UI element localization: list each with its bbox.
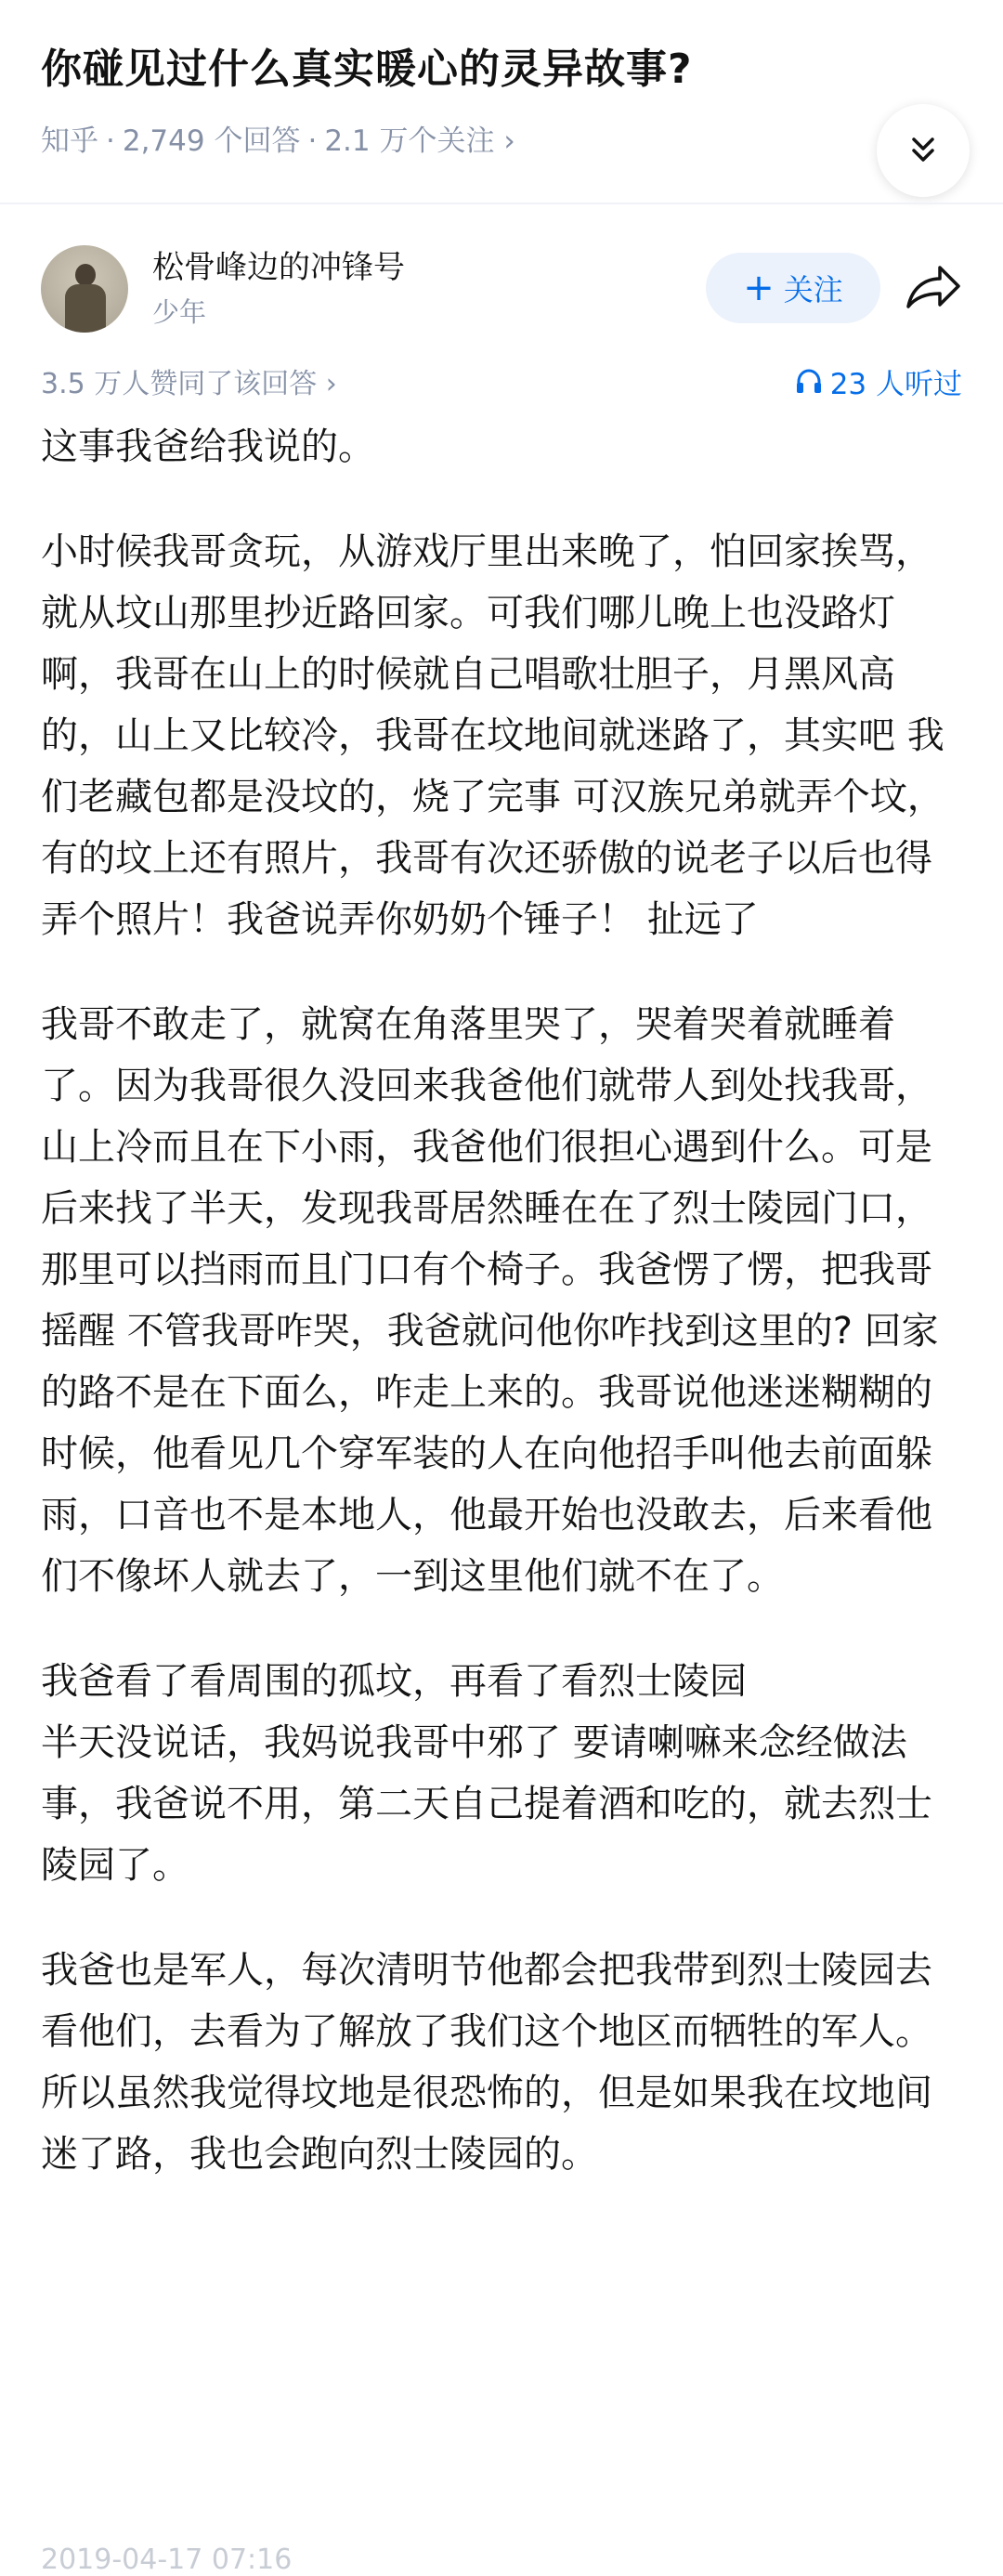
approve-text: 3.5 万人赞同了该回答 <box>41 368 318 400</box>
paragraph-line: 半天没说话，我妈说我哥中邪了 要请喇嘛来念经做法事，我爸说不用，第二天自己提着酒和吃的，就去烈士陵园了。 <box>41 1721 932 1887</box>
listen-count: 23 人听过 <box>829 368 962 401</box>
expand-icon <box>905 132 942 169</box>
paragraph: 这事我爸给我说的。 <box>41 425 375 468</box>
listen-button[interactable] <box>795 360 962 402</box>
paragraph: 我爸也是军人，每次清明节他都会把我带到烈士陵园去看他们，去看为了解放了我们这个地区而牺牲的军人。所以虽然我觉得坟地是很恐怖的，但是如果我在坟地间迷了路，我也会跑向烈士陵园的。 <box>41 1949 932 2176</box>
share-icon[interactable] <box>903 260 962 316</box>
author-tag: 少年 <box>152 296 207 328</box>
follow-label: 关注 <box>783 272 843 307</box>
author-bar <box>0 223 1003 344</box>
approve-chevron-icon: › <box>325 368 337 400</box>
author-name[interactable]: 松骨峰边的冲锋号 <box>152 249 405 286</box>
paragraph: 小时候我哥贪玩，从游戏厅里出来晚了，怕回家挨骂，就从坟山那里抄近路回家。可我们哪儿晚上也没路灯啊，我哥在山上的时候就自己唱歌壮胆子，月黑风高的，山上又比较冷，我哥在坟地间就迷路了，其实吧 我们老藏包都是没坟的，烧了完事 可汉族兄弟就弄个坟，有的坟上还有照片，我哥有次还骄傲的说老子以后也得弄个照片！我爸说弄你奶奶个锤子！ 扯远了 <box>41 530 944 941</box>
header-divider <box>0 203 1003 204</box>
avatar[interactable] <box>41 245 128 333</box>
approve-count[interactable] <box>41 360 337 401</box>
question-header <box>0 0 1003 204</box>
question-meta[interactable]: 知乎 · 2,749 个回答 · 2.1 万个关注 › <box>41 124 515 158</box>
answer-content <box>41 416 962 2229</box>
follower-count: 2.1 万个关注 <box>324 124 495 158</box>
answer-stats <box>0 353 1003 409</box>
question-title[interactable]: 你碰见过什么真实暖心的灵异故事? <box>41 46 693 93</box>
expand-button[interactable] <box>877 104 970 197</box>
plus-icon: + <box>743 267 775 309</box>
paragraph: 我哥不敢走了，就窝在角落里哭了，哭着哭着就睡着了。因为我哥很久没回来我爸他们就带人到处找我哥，山上冷而且在下小雨，我爸他们很担心遇到什么。可是后来找了半天，发现我哥居然睡在在了烈士陵园门口，那里可以挡雨而且门口有个椅子。我爸愣了愣，把我哥摇醒 不管我哥咋哭，我爸就问他你咋找到这里的? 回家的路不是在下面么，咋走上来的。我哥说他迷迷糊糊的时候，他看见几个穿军装的人在向他招手叫他去前面躲雨，口音也不是本地人，他最开始也没敢去，后来看他们不像坏人就去了，一到这里他们就不在了。 <box>41 1003 939 1598</box>
source-label: 知乎 <box>41 124 98 158</box>
paragraph <box>41 1651 962 1896</box>
follow-button[interactable] <box>706 253 880 323</box>
answer-count: 2,749 个回答 <box>122 124 301 158</box>
headphone-icon <box>795 368 823 396</box>
meta-chevron-icon: › <box>503 124 515 158</box>
answer-date: 2019-04-17 07:16 <box>41 2543 293 2576</box>
paragraph-line: 我爸看了看周围的孤坟，再看了看烈士陵园 <box>41 1660 747 1703</box>
